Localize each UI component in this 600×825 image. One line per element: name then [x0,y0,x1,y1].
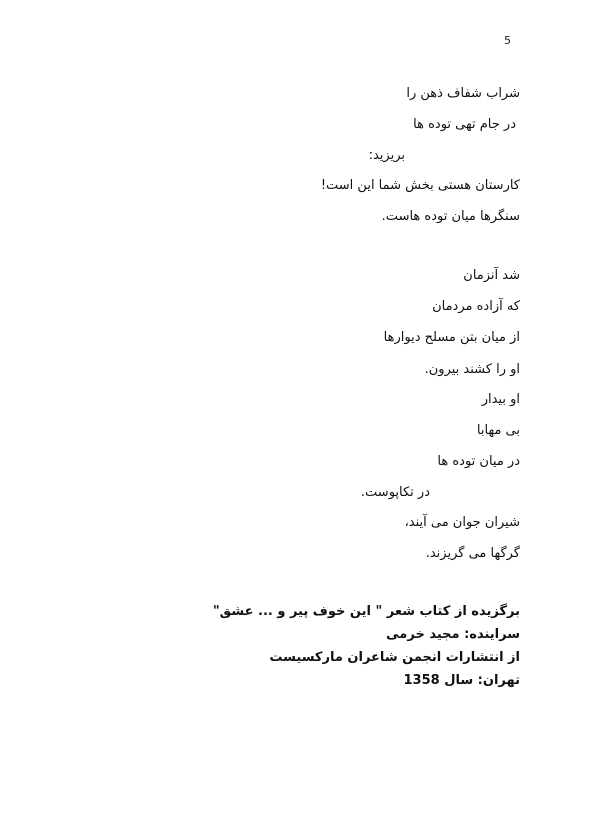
poem-line: بی مهابا [476,423,520,438]
credit-publisher: از انتشارات انجمن شاعران مارکسیست [269,650,520,665]
poem-line: که آزاده مردمان [432,299,520,314]
poem-line: از میان بتن مسلح دیوارها [383,330,520,345]
poem-line: او بیدار [481,392,520,407]
page-number: 5 [504,34,511,47]
poem-line: شد آنزمان [463,268,520,283]
poem-line: سنگرها میان توده هاست. [381,209,520,224]
poem-line: در میان توده ها [437,454,520,469]
credit-author: سراینده: مجید خرمی [386,627,520,642]
poem-line: گرگها می گریزند. [425,546,520,561]
poem-line: او را کشند بیرون. [424,362,520,377]
credit-source: برگزیده از کتاب شعر " این خوف پیر و ... عشق" [212,604,520,619]
poem-line: در تکاپوست. [360,485,430,500]
poem-line: شیران جوان می آیند، [404,515,520,530]
poem-line: کارستان هستی بخش شما این است! [320,178,520,193]
credit-place-year: تهران: سال 1358 [403,673,520,688]
poem-line: بریزید: [368,148,405,163]
poem-line: در جام تهی توده ها [413,117,516,132]
poem-line: شراب شفاف ذهن را [406,86,520,101]
